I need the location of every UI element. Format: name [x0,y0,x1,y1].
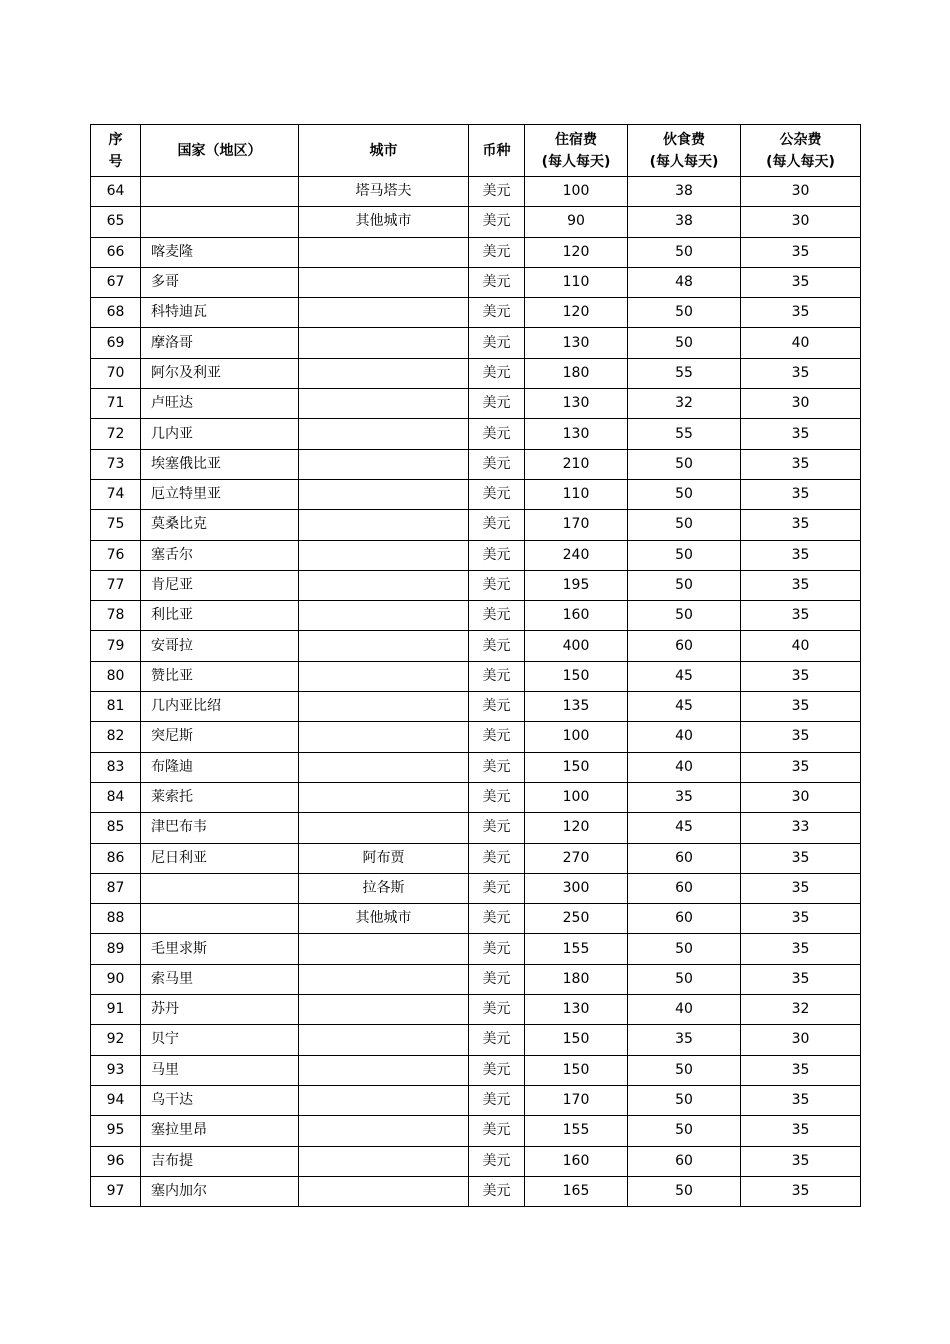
currency-cell: 美元 [469,237,525,267]
table-row [91,419,861,449]
food-cell: 40 [628,995,741,1025]
country-cell: 摩洛哥 [141,328,299,358]
seq-cell: 90 [91,964,141,994]
lodging-cell: 150 [525,752,628,782]
currency-cell: 美元 [469,570,525,600]
currency-cell: 美元 [469,934,525,964]
misc-cell: 35 [741,1146,861,1176]
city-cell: 拉各斯 [299,873,469,903]
table-row [91,1176,861,1206]
lodging-cell: 100 [525,782,628,812]
seq-cell: 69 [91,328,141,358]
seq-cell: 66 [91,237,141,267]
misc-cell: 35 [741,1055,861,1085]
table-row [91,934,861,964]
lodging-cell: 155 [525,1116,628,1146]
lodging-cell: 130 [525,389,628,419]
lodging-cell: 180 [525,358,628,388]
misc-cell: 35 [741,1176,861,1206]
seq-cell: 91 [91,995,141,1025]
table-row [91,298,861,328]
misc-cell: 33 [741,813,861,843]
currency-cell: 美元 [469,328,525,358]
food-cell: 32 [628,389,741,419]
lodging-cell: 170 [525,1085,628,1115]
misc-cell: 40 [741,328,861,358]
country-cell: 阿尔及利亚 [141,358,299,388]
header-city: 城市 [299,125,469,177]
seq-cell: 71 [91,389,141,419]
city-cell [299,722,469,752]
seq-cell: 89 [91,934,141,964]
misc-cell: 35 [741,570,861,600]
city-cell [299,934,469,964]
table-row [91,540,861,570]
table-row [91,570,861,600]
country-cell [141,177,299,207]
table-row [91,661,861,691]
misc-cell: 40 [741,631,861,661]
seq-cell: 83 [91,752,141,782]
currency-cell: 美元 [469,449,525,479]
lodging-cell: 150 [525,1025,628,1055]
misc-cell: 35 [741,752,861,782]
misc-cell: 35 [741,722,861,752]
city-cell [299,752,469,782]
table-row [91,904,861,934]
misc-cell: 35 [741,237,861,267]
lodging-cell: 110 [525,479,628,509]
food-cell: 60 [628,843,741,873]
food-cell: 55 [628,358,741,388]
table-row [91,358,861,388]
country-cell [141,207,299,237]
header-currency: 币种 [469,125,525,177]
table-row [91,813,861,843]
seq-cell: 94 [91,1085,141,1115]
food-cell: 50 [628,964,741,994]
misc-cell: 35 [741,1116,861,1146]
currency-cell: 美元 [469,995,525,1025]
city-cell [299,692,469,722]
header-lodging [525,125,628,177]
food-cell: 38 [628,177,741,207]
table-row [91,752,861,782]
seq-cell: 88 [91,904,141,934]
currency-cell: 美元 [469,267,525,297]
city-cell [299,570,469,600]
header-food-label: 伙食费 [663,131,705,148]
lodging-cell: 155 [525,934,628,964]
lodging-cell: 130 [525,419,628,449]
city-cell [299,782,469,812]
city-cell [299,601,469,631]
header-seq: 序号 [91,125,141,177]
country-cell: 安哥拉 [141,631,299,661]
table-row [91,995,861,1025]
food-cell: 50 [628,934,741,964]
currency-cell: 美元 [469,1085,525,1115]
lodging-cell: 100 [525,177,628,207]
lodging-cell: 135 [525,692,628,722]
currency-cell: 美元 [469,1055,525,1085]
currency-cell: 美元 [469,207,525,237]
food-cell: 50 [628,1116,741,1146]
city-cell: 其他城市 [299,207,469,237]
country-cell: 莫桑比克 [141,510,299,540]
seq-cell: 95 [91,1116,141,1146]
country-cell [141,904,299,934]
country-cell: 几内亚 [141,419,299,449]
misc-cell: 30 [741,207,861,237]
city-cell: 塔马塔夫 [299,177,469,207]
misc-cell: 35 [741,449,861,479]
currency-cell: 美元 [469,692,525,722]
food-cell: 50 [628,1176,741,1206]
food-cell: 50 [628,1055,741,1085]
table-row [91,177,861,207]
food-cell: 48 [628,267,741,297]
lodging-cell: 210 [525,449,628,479]
currency-cell: 美元 [469,479,525,509]
city-cell [299,358,469,388]
lodging-cell: 170 [525,510,628,540]
lodging-cell: 160 [525,601,628,631]
country-cell: 塞拉里昂 [141,1116,299,1146]
seq-cell: 64 [91,177,141,207]
lodging-cell: 250 [525,904,628,934]
city-cell [299,813,469,843]
seq-cell: 97 [91,1176,141,1206]
table-row [91,631,861,661]
table-row [91,873,861,903]
currency-cell: 美元 [469,1146,525,1176]
currency-cell: 美元 [469,601,525,631]
food-cell: 50 [628,601,741,631]
currency-cell: 美元 [469,722,525,752]
table-row [91,449,861,479]
table-row [91,1085,861,1115]
seq-cell: 73 [91,449,141,479]
food-cell: 45 [628,813,741,843]
table-row [91,389,861,419]
misc-cell: 35 [741,510,861,540]
city-cell [299,1025,469,1055]
food-cell: 50 [628,237,741,267]
food-cell: 50 [628,510,741,540]
city-cell [299,1116,469,1146]
country-cell [141,873,299,903]
currency-cell: 美元 [469,1025,525,1055]
country-cell: 苏丹 [141,995,299,1025]
header-food [628,125,741,177]
seq-cell: 67 [91,267,141,297]
lodging-cell: 100 [525,722,628,752]
misc-cell: 35 [741,661,861,691]
misc-cell: 35 [741,692,861,722]
currency-cell: 美元 [469,813,525,843]
city-cell [299,540,469,570]
country-cell: 塞舌尔 [141,540,299,570]
seq-cell: 86 [91,843,141,873]
country-cell: 肯尼亚 [141,570,299,600]
food-cell: 45 [628,692,741,722]
table-row [91,843,861,873]
seq-cell: 65 [91,207,141,237]
currency-cell: 美元 [469,904,525,934]
header-country: 国家（地区） [141,125,299,177]
country-cell: 马里 [141,1055,299,1085]
country-cell: 乌干达 [141,1085,299,1115]
misc-cell: 30 [741,782,861,812]
currency-cell: 美元 [469,631,525,661]
table-row [91,237,861,267]
header-misc-unit: (每人每天) [766,153,835,170]
city-cell [299,1085,469,1115]
lodging-cell: 120 [525,813,628,843]
country-cell: 利比亚 [141,601,299,631]
misc-cell: 35 [741,419,861,449]
city-cell [299,389,469,419]
country-cell: 突尼斯 [141,722,299,752]
city-cell [299,419,469,449]
food-cell: 50 [628,570,741,600]
currency-cell: 美元 [469,964,525,994]
country-cell: 卢旺达 [141,389,299,419]
seq-cell: 79 [91,631,141,661]
country-cell: 赞比亚 [141,661,299,691]
city-cell [299,479,469,509]
city-cell [299,328,469,358]
lodging-cell: 120 [525,237,628,267]
lodging-cell: 180 [525,964,628,994]
city-cell [299,267,469,297]
misc-cell: 35 [741,1085,861,1115]
header-row [91,125,861,177]
country-cell: 津巴布韦 [141,813,299,843]
seq-cell: 75 [91,510,141,540]
food-cell: 60 [628,631,741,661]
misc-cell: 30 [741,1025,861,1055]
food-cell: 60 [628,904,741,934]
seq-cell: 72 [91,419,141,449]
currency-cell: 美元 [469,1116,525,1146]
header-misc-label: 公杂费 [779,131,822,148]
seq-cell: 68 [91,298,141,328]
misc-cell: 35 [741,267,861,297]
city-cell [299,237,469,267]
country-cell: 尼日利亚 [141,843,299,873]
country-cell: 毛里求斯 [141,934,299,964]
currency-cell: 美元 [469,298,525,328]
currency-cell: 美元 [469,540,525,570]
currency-cell: 美元 [469,358,525,388]
city-cell [299,510,469,540]
food-cell: 50 [628,1085,741,1115]
food-cell: 50 [628,479,741,509]
country-cell: 厄立特里亚 [141,479,299,509]
currency-cell: 美元 [469,177,525,207]
table-row [91,601,861,631]
country-cell: 塞内加尔 [141,1176,299,1206]
country-cell: 布隆迪 [141,752,299,782]
table-row [91,722,861,752]
misc-cell: 30 [741,177,861,207]
header-lodging-label: 住宿费 [555,131,597,148]
seq-cell: 77 [91,570,141,600]
currency-cell: 美元 [469,873,525,903]
lodging-cell: 195 [525,570,628,600]
misc-cell: 35 [741,873,861,903]
misc-cell: 35 [741,479,861,509]
country-cell: 索马里 [141,964,299,994]
food-cell: 50 [628,540,741,570]
seq-cell: 87 [91,873,141,903]
seq-cell: 74 [91,479,141,509]
currency-cell: 美元 [469,843,525,873]
city-cell: 阿布贾 [299,843,469,873]
lodging-cell: 150 [525,1055,628,1085]
lodging-cell: 90 [525,207,628,237]
country-cell: 莱索托 [141,782,299,812]
country-cell: 贝宁 [141,1025,299,1055]
food-cell: 60 [628,1146,741,1176]
city-cell [299,1055,469,1085]
city-cell [299,298,469,328]
food-cell: 35 [628,1025,741,1055]
table-row [91,207,861,237]
country-cell: 几内亚比绍 [141,692,299,722]
seq-cell: 81 [91,692,141,722]
currency-cell: 美元 [469,782,525,812]
table-row [91,1025,861,1055]
table-row [91,692,861,722]
table-row [91,782,861,812]
currency-cell: 美元 [469,419,525,449]
lodging-cell: 300 [525,873,628,903]
food-cell: 50 [628,298,741,328]
misc-cell: 35 [741,964,861,994]
lodging-cell: 165 [525,1176,628,1206]
table-row [91,510,861,540]
city-cell [299,661,469,691]
country-cell: 多哥 [141,267,299,297]
food-cell: 38 [628,207,741,237]
seq-cell: 76 [91,540,141,570]
country-cell: 喀麦隆 [141,237,299,267]
lodging-cell: 160 [525,1146,628,1176]
lodging-cell: 130 [525,995,628,1025]
country-cell: 埃塞俄比亚 [141,449,299,479]
allowance-table [90,124,861,1207]
seq-cell: 82 [91,722,141,752]
country-cell: 科特迪瓦 [141,298,299,328]
currency-cell: 美元 [469,510,525,540]
city-cell [299,995,469,1025]
city-cell [299,1146,469,1176]
table-row [91,1055,861,1085]
lodging-cell: 120 [525,298,628,328]
table-row [91,964,861,994]
currency-cell: 美元 [469,389,525,419]
misc-cell: 30 [741,389,861,419]
seq-cell: 85 [91,813,141,843]
seq-cell: 80 [91,661,141,691]
misc-cell: 35 [741,298,861,328]
table-body [91,177,861,1207]
seq-cell: 78 [91,601,141,631]
country-cell: 吉布提 [141,1146,299,1176]
lodging-cell: 240 [525,540,628,570]
lodging-cell: 110 [525,267,628,297]
header-misc [741,125,861,177]
misc-cell: 35 [741,934,861,964]
food-cell: 50 [628,449,741,479]
food-cell: 35 [628,782,741,812]
lodging-cell: 130 [525,328,628,358]
table-row [91,1116,861,1146]
seq-cell: 93 [91,1055,141,1085]
misc-cell: 35 [741,904,861,934]
food-cell: 55 [628,419,741,449]
header-lodging-unit: (每人每天) [541,153,611,170]
food-cell: 50 [628,328,741,358]
table-row [91,328,861,358]
currency-cell: 美元 [469,1176,525,1206]
seq-cell: 92 [91,1025,141,1055]
currency-cell: 美元 [469,752,525,782]
misc-cell: 35 [741,540,861,570]
lodging-cell: 400 [525,631,628,661]
city-cell [299,964,469,994]
city-cell [299,449,469,479]
misc-cell: 35 [741,843,861,873]
seq-cell: 70 [91,358,141,388]
currency-cell: 美元 [469,661,525,691]
city-cell [299,631,469,661]
food-cell: 60 [628,873,741,903]
lodging-cell: 270 [525,843,628,873]
food-cell: 40 [628,752,741,782]
city-cell: 其他城市 [299,904,469,934]
food-cell: 40 [628,722,741,752]
city-cell [299,1176,469,1206]
header-food-unit: (每人每天) [649,153,719,170]
food-cell: 45 [628,661,741,691]
seq-cell: 96 [91,1146,141,1176]
misc-cell: 35 [741,601,861,631]
lodging-cell: 150 [525,661,628,691]
table-row [91,479,861,509]
table-row [91,1146,861,1176]
misc-cell: 32 [741,995,861,1025]
misc-cell: 35 [741,358,861,388]
seq-cell: 84 [91,782,141,812]
table-row [91,267,861,297]
